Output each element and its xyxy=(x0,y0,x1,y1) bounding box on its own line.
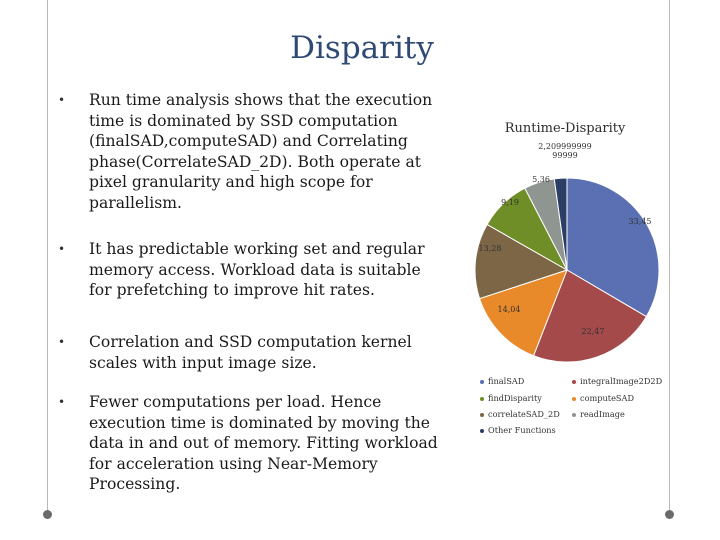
legend-swatch xyxy=(572,397,576,401)
bullet-text: Fewer computations per load. Hence execution time is dominated by moving the data in and out of memory. Fitting workload for acceleration using Near-Memory Processing. xyxy=(89,393,438,493)
bullet-text: It has predictable working set and regular memory access. Workload data is suitable for prefetching to improve hit rates. xyxy=(89,240,425,299)
legend-label: findDisparity xyxy=(488,393,542,403)
legend-swatch xyxy=(480,397,484,401)
legend-swatch xyxy=(480,429,484,433)
legend-swatch xyxy=(572,380,576,384)
legend-item xyxy=(572,393,634,403)
legend-item xyxy=(572,376,662,386)
legend-item xyxy=(480,376,524,386)
legend-swatch xyxy=(480,380,484,384)
legend-item xyxy=(480,425,556,435)
legend-label: integralImage2D2D xyxy=(580,376,663,386)
legend-label: correlateSAD_2D xyxy=(488,409,560,419)
bullet-marker: • xyxy=(58,93,66,107)
bullet-text: Correlation and SSD computation kernel scales with input image size. xyxy=(89,333,412,372)
legend-label: finalSAD xyxy=(488,376,525,386)
slice-value-label: 13,28 xyxy=(478,244,502,253)
slice-value-label: 33,45 xyxy=(628,217,652,226)
legend-item xyxy=(480,393,542,403)
bullet-marker: • xyxy=(58,395,66,409)
bullet-marker: • xyxy=(58,335,66,349)
chart-title: Runtime-Disparity xyxy=(504,121,626,136)
bullet-text: Run time analysis shows that the execution time is dominated by SSD computation (finalSAD,computeSAD) and Correlating phase(CorrelateSAD_2D). Both operate at pixel granularity and high scope for parallelism. xyxy=(89,91,433,212)
slice-value-label: 9,19 xyxy=(501,198,519,207)
slice-value-label: 14,04 xyxy=(497,305,521,314)
legend-item xyxy=(572,409,625,419)
legend-label: Other Functions xyxy=(488,425,556,435)
slide-title: Disparity xyxy=(290,30,434,66)
legend-swatch xyxy=(480,413,484,417)
slice-value-label: 5,36 xyxy=(532,175,550,184)
slice-value-label: 22,47 xyxy=(581,327,605,336)
legend-label: readImage xyxy=(580,409,625,419)
legend-label: computeSAD xyxy=(580,393,635,403)
legend-swatch xyxy=(572,413,576,417)
slice-value-label: 2,209999999 99999 xyxy=(538,142,592,160)
legend-item xyxy=(480,409,560,419)
bullet-marker: • xyxy=(58,242,66,256)
